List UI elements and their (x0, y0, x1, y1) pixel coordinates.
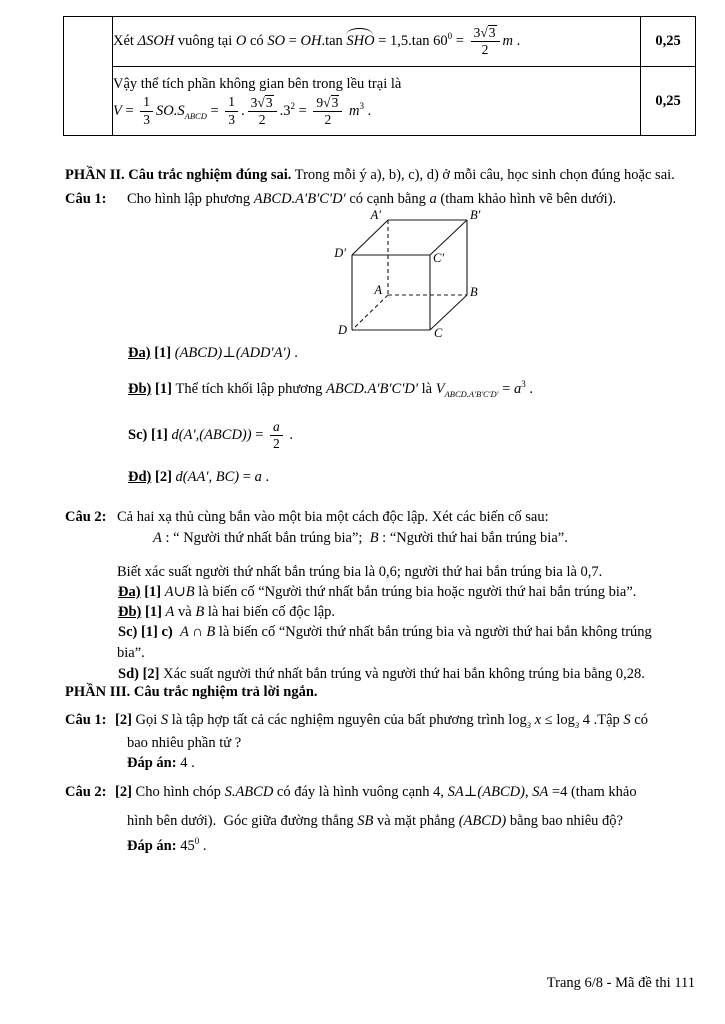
item-mark: [2] (138, 666, 164, 682)
item-label: Sd) (118, 666, 139, 682)
math-token: 9 (316, 94, 324, 110)
item-b (128, 379, 533, 400)
solution-scoring-table (63, 16, 696, 136)
math-token: m (345, 102, 360, 119)
table-empty-cell (64, 17, 113, 136)
text-run: . (285, 427, 294, 443)
math-token: SO.S (156, 102, 185, 119)
text-run: và (174, 604, 196, 620)
sqrt-sign: √ (480, 24, 488, 40)
math-token: ABCD.A′B′C′D′ (325, 381, 419, 397)
cube-vertex-label: A (374, 283, 382, 297)
part3-heading (65, 682, 318, 703)
solution-step-2-formula (113, 95, 640, 128)
question-label: Câu 2: (65, 784, 107, 800)
math-token: x (531, 712, 542, 728)
solution-step-2-cell (113, 67, 641, 136)
text-run: . (363, 102, 372, 119)
math-token: A (165, 604, 175, 620)
text-run: .Tập (589, 712, 624, 728)
solution-step-1-cell (113, 17, 641, 67)
superscript: 3 (359, 100, 364, 111)
answer-value: 4 . (180, 755, 195, 771)
cube-figure (324, 206, 484, 340)
text-run: : “ Người thứ nhất bắn trúng bia”; (161, 530, 370, 546)
item-label: Đa) (118, 584, 141, 600)
math-token: SA (532, 784, 549, 800)
item-mark: [2] (151, 469, 176, 485)
math-token: .tan (321, 32, 347, 49)
math-token: a (513, 381, 522, 397)
math-token: 2 (258, 112, 266, 127)
math-token: A ∩ B (180, 624, 216, 640)
superscript: 0 (194, 836, 200, 846)
part3-question-1 (65, 709, 648, 731)
text-run: Biết xác suất người thứ nhất bắn trúng bia là 0,6; người thứ hai bắn trúng bia là 0,7. (117, 564, 603, 580)
text-run: bia”. (117, 645, 145, 661)
math-token: .3 (279, 102, 291, 119)
cube-vertex-label: C′ (433, 251, 445, 265)
heading-rest: Trong mỗi ý a), b), c), d) ở mỗi câu, học sinh chọn đúng hoặc sai. (291, 167, 675, 183)
perp-symbol: ⊥ (463, 784, 478, 800)
fraction (248, 94, 277, 127)
math-token: S (160, 712, 169, 728)
text-run: . (290, 345, 298, 361)
part3-question-1-continuation (127, 733, 241, 754)
text-run: có cạnh bằng (345, 191, 430, 207)
item-mark: [1] (141, 604, 166, 620)
text-run: là (418, 381, 436, 397)
item-mark: [2] (115, 712, 136, 728)
cube-vertex-label: B (470, 285, 478, 299)
math-token: . (241, 102, 245, 119)
math-token: ABCD.A′B′C′D′ (253, 191, 346, 207)
text-run: Thể tích khối lập phương (175, 381, 326, 397)
fraction (140, 94, 153, 126)
item-label: Đa) (128, 345, 151, 361)
text-run: Xác suất người thứ nhất bắn trúng và người thứ hai bắn không trúng bia bằng 0,28. (163, 666, 645, 682)
math-token: ΔSOH (137, 32, 175, 49)
math-token: A (153, 530, 162, 546)
item-b (118, 602, 335, 623)
math-token: 4 (579, 712, 590, 728)
answer-label: Đáp án: (127, 838, 181, 854)
math-token: (ABCD) (174, 345, 223, 361)
cube-vertex-label: C (434, 326, 443, 340)
math-token: 3 (473, 24, 481, 40)
fraction (270, 419, 283, 451)
math-token: O (235, 32, 247, 49)
item-label: Sc) (128, 427, 148, 443)
solution-step-2-text (113, 74, 640, 95)
math-token: (ABCD) (477, 784, 525, 800)
text-run: . (261, 469, 270, 485)
page-number-and-exam-code: Trang 6/8 - Mã đề thi 111 (546, 975, 695, 991)
superscript: 3 (521, 379, 526, 389)
math-token: 3 (143, 111, 151, 127)
subscript: ABCD (184, 110, 207, 121)
item-mark: [2] (115, 784, 136, 800)
math-token: SA (447, 784, 464, 800)
item-mark: [1] (150, 345, 175, 361)
math-token: (ADD′A′) (235, 345, 291, 361)
text-run: , (524, 784, 533, 800)
math-token: d (171, 427, 179, 443)
item-label: Đb) (128, 381, 152, 397)
item-c (118, 622, 652, 643)
superscript: 2 (290, 100, 295, 111)
text-run: Xét (113, 32, 138, 49)
item-label: Sc) (118, 624, 138, 640)
fraction (313, 94, 342, 127)
radicand: 3 (488, 24, 496, 40)
math-token: 1 (143, 94, 151, 110)
subscript: 3 (526, 720, 532, 730)
math-token: 2 (324, 112, 332, 127)
answer-line (127, 753, 195, 774)
text-run: bao nhiêu phần tử ? (127, 735, 242, 751)
text-run: có (630, 712, 648, 728)
math-token: m (502, 32, 513, 49)
math-token: log (508, 712, 527, 728)
math-token: S (623, 712, 631, 728)
item-a (128, 343, 298, 364)
item-d (128, 467, 269, 488)
item-mark: [1] c) (137, 624, 181, 640)
math-token: 2 (481, 42, 489, 57)
heading-bold: PHẦN III. Câu trắc nghiệm trả lời ngắn. (65, 684, 318, 700)
text-run: (tham khảo hình vẽ bên dưới). (436, 191, 617, 207)
math-token: 1 (228, 94, 236, 110)
math-token: = (294, 102, 311, 119)
sqrt-sign: √ (323, 94, 331, 110)
math-token: S.ABCD (224, 784, 274, 800)
text-run: : “Người thứ hai bắn trúng bia”. (378, 530, 568, 546)
fraction (225, 94, 238, 126)
math-token: a (273, 418, 280, 434)
answer-line (127, 836, 206, 857)
math-token: (ABCD) (458, 813, 507, 829)
text-run: Vậy thể tích phần không gian bên trong lều trại là (113, 75, 402, 92)
item-label: Đd) (128, 469, 152, 485)
answer-value: 45 (180, 838, 195, 854)
probability-given-line (117, 562, 602, 583)
math-token: V (435, 381, 445, 397)
text-run: vuông tại (174, 32, 236, 49)
question-label: Câu 2: (65, 509, 107, 525)
text-run: =4 (tham khảo (548, 784, 637, 800)
text-run: . (512, 32, 521, 49)
math-token: = (206, 102, 223, 119)
math-token: V (113, 102, 122, 119)
math-token: = (121, 102, 138, 119)
text-run: Cho hình lập phương (127, 191, 254, 207)
math-token: SO (267, 32, 286, 49)
text-run: . (199, 838, 207, 854)
cube-vertex-label: D′ (334, 246, 346, 260)
math-token: = (285, 32, 301, 49)
part2-question-2 (65, 507, 549, 528)
score-cell: 0,25 (641, 17, 696, 67)
text-run: có đáy là hình vuông cạnh 4, (273, 784, 448, 800)
item-c (128, 416, 293, 454)
text-run: là biến cố “Người thứ nhất bắn trúng bia và người thứ hai bắn không trúng (215, 624, 652, 640)
item-mark: [1] (151, 381, 176, 397)
math-token: B (195, 604, 205, 620)
answer-label: Đáp án: (127, 755, 181, 771)
subscript: 3 (574, 720, 580, 730)
math-token: d(AA′, BC) (175, 469, 240, 485)
text-run: và mặt phẳng (373, 813, 459, 829)
text-run: Cả hai xạ thủ cùng bắn vào một bia một cách độc lập. Xét các biến cố sau: (117, 509, 549, 525)
math-token: SB (357, 813, 374, 829)
text-run: bằng bao nhiêu độ? (506, 813, 623, 829)
sqrt-sign: √ (257, 94, 265, 110)
fraction (471, 24, 500, 57)
score-cell: 0,25 (641, 67, 696, 136)
perp-symbol: ⊥ (222, 345, 236, 361)
superscript: 0 (447, 30, 453, 41)
cube-vertex-label: B′ (470, 208, 481, 222)
math-token: B (369, 530, 379, 546)
footer-page-info (547, 973, 695, 994)
math-token: 3 (228, 111, 236, 127)
math-token: log (556, 712, 575, 728)
cube-vertex-label: D (337, 323, 347, 337)
math-token: 3 (250, 94, 258, 110)
item-mark: [1] (140, 584, 165, 600)
solution-step-1-formula (113, 25, 640, 58)
text-run: Gọi (135, 712, 161, 728)
math-token: = (251, 427, 268, 443)
events-definition-line (153, 528, 568, 549)
part3-question-2 (65, 781, 637, 803)
radicand: 3 (265, 94, 273, 110)
cube-vertex-label: A′ (370, 208, 381, 222)
item-mark: [1] (147, 427, 172, 443)
text-run: có (246, 32, 268, 49)
text-run: là hai biến cố độc lập. (204, 604, 336, 620)
question-label: Câu 1: (65, 712, 107, 728)
math-token: = (239, 469, 255, 485)
math-token: 2 (273, 435, 280, 451)
text-run: là tập hợp tất cả các nghiệm nguyên của bất phương trình (168, 712, 509, 728)
item-a (118, 582, 636, 603)
radicand: 3 (331, 94, 339, 110)
math-token: = (452, 32, 468, 49)
math-token: ≤ (541, 712, 557, 728)
part3-question-2-continuation (127, 811, 623, 832)
question-label: Câu 1: (65, 191, 107, 207)
math-token: a (254, 469, 262, 485)
text-run: Cho hình chóp (135, 784, 225, 800)
item-c-continuation (117, 643, 145, 664)
math-token: a (429, 191, 437, 207)
math-token: A∪B (164, 584, 195, 600)
text-run: . (525, 381, 533, 397)
angle-hat-token: SHO (346, 31, 374, 52)
math-token: OH (300, 32, 322, 49)
text-run: hình bên dưới). Góc giữa đường thẳng (127, 813, 358, 829)
text-run: là biến cố “Người thứ nhất bắn trúng bia hoặc người thứ hai bắn trúng bia”. (194, 584, 637, 600)
part2-heading (65, 165, 675, 186)
math-token: (A′,(ABCD)) (178, 427, 252, 443)
heading-bold: PHẦN II. Câu trắc nghiệm đúng sai. (65, 167, 292, 183)
subscript: ABCD.A′B′C′D′ (444, 389, 499, 399)
math-token: = 1,5.tan 60 (374, 32, 448, 49)
item-label: Đb) (118, 604, 142, 620)
math-token: = (498, 381, 514, 397)
